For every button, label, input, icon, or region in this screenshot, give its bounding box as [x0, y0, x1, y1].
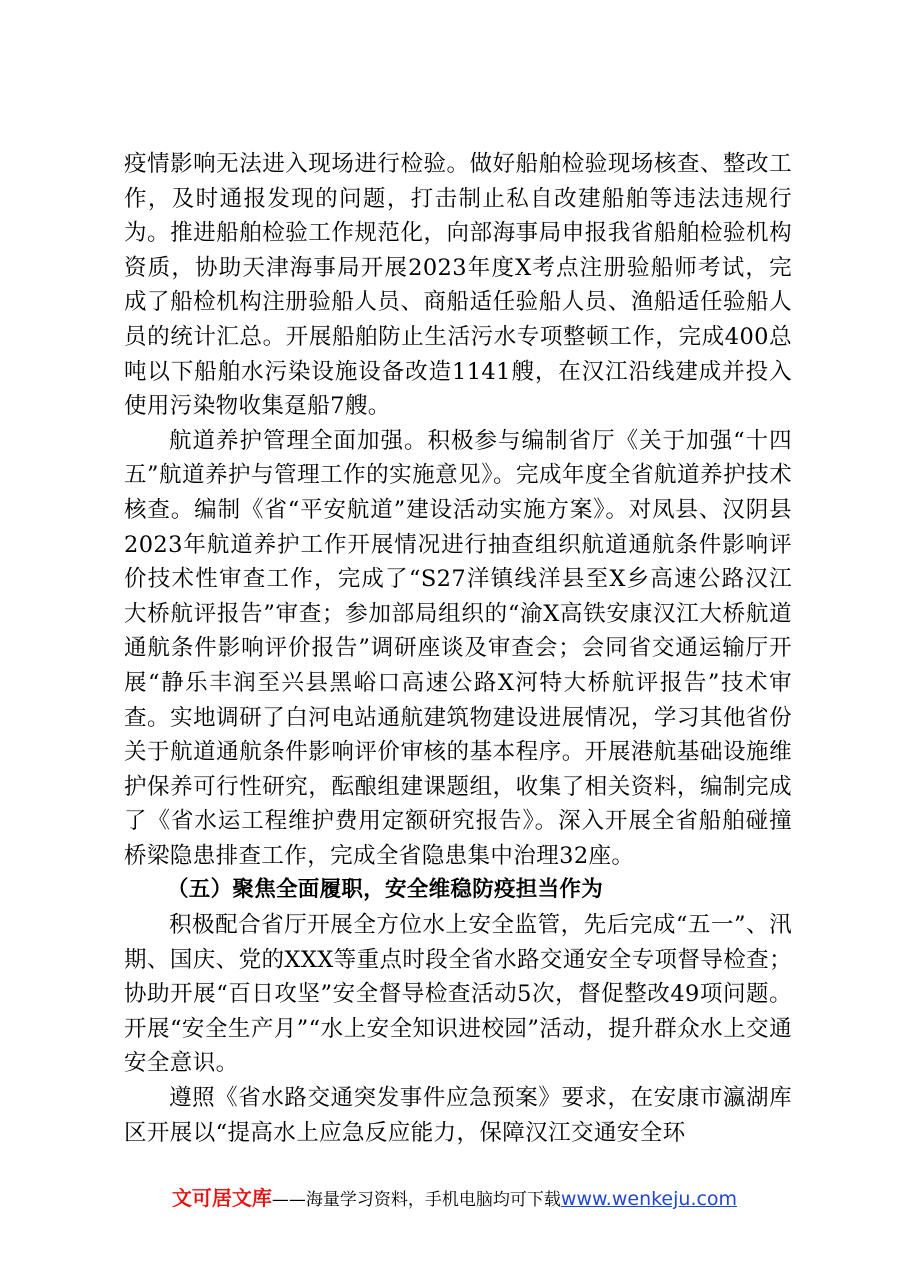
footer-banner	[0, 1182, 909, 1211]
footer-slogan: ——海量学习资料，手机电脑均可下载	[271, 1190, 561, 1210]
section-heading: （五）聚焦全面履职，安全维稳防疫担当作为	[167, 877, 604, 903]
document-body	[124, 147, 792, 1150]
paragraph-channel-maintenance: 航道养护管理全面加强。积极参与编制省厅《关于加强“十四五”航道养护与管理工作的实施意见》。完成年度全省航道养护技术核查。编制《省“平安航道”建设活动实施方案》。对凤县、汉阴县2023年航道养护工作开展情况进行抽查组织航道通航条件影响评价技术性审查工作，完成了“S27洋镇线洋县至X乡高速公路汉江大桥航评报告”审查；参加部局组织的“渝X高铁安康汉江大桥航道通航条件影响评价报告”调研座谈及审查会；会同省交通运输厅开展“静乐丰润至兴县黑峪口高速公路X河特大桥航评报告”技术审查。实地调研了白河电站通航建筑物建设进展情况，学习其他省份关于航道通航条件影响评价审核的基本程序。开展港航基础设施维护保养可行性研究，酝酿组建课题组，收集了相关资料，编制完成了《省水运工程维护费用定额研究报告》。深入开展全省船舶碰撞桥梁隐患排查工作，完成全省隐患集中治理32座。	[124, 427, 792, 869]
paragraph-continuation: 疫情影响无法进入现场进行检验。做好船舶检验现场核查、整改工作，及时通报发现的问题，打击制止私自改建船舶等违法违规行为。推进船舶检验工作规范化，向部海事局申报我省船舶检验机构资质，协助天津海事局开展2023年度X考点注册验船师考试，完成了船检机构注册验船人员、商船适任验船人员、渔船适任验船人员的统计汇总。开展船舶防止生活污水专项整顿工作，完成400总吨以下船舶水污染设施设备改造1141艘，在汉江沿线建成并投入使用污染物收集趸船7艘。	[124, 151, 792, 420]
footer-url-link[interactable]: www.wenkeju.com	[560, 1188, 738, 1210]
paragraph-emergency-plan: 遵照《省水路交通突发事件应急预案》要求，在安康市瀛湖库区开展以“提高水上应急反应能力，保障汉江交通安全环	[124, 1085, 792, 1146]
footer-brand: 文可居文库	[171, 1186, 272, 1210]
paragraph-safety-supervision: 积极配合省厅开展全方位水上安全监管，先后完成“五一”、汛期、国庆、党的XXX等重点时段全省水路交通安全专项督导检查；协助开展“百日攻坚”安全督导检查活动5次，督促整改49项问题。开展“安全生产月”“水上安全知识进校园”活动，提升群众水上交通安全意识。	[124, 912, 792, 1077]
